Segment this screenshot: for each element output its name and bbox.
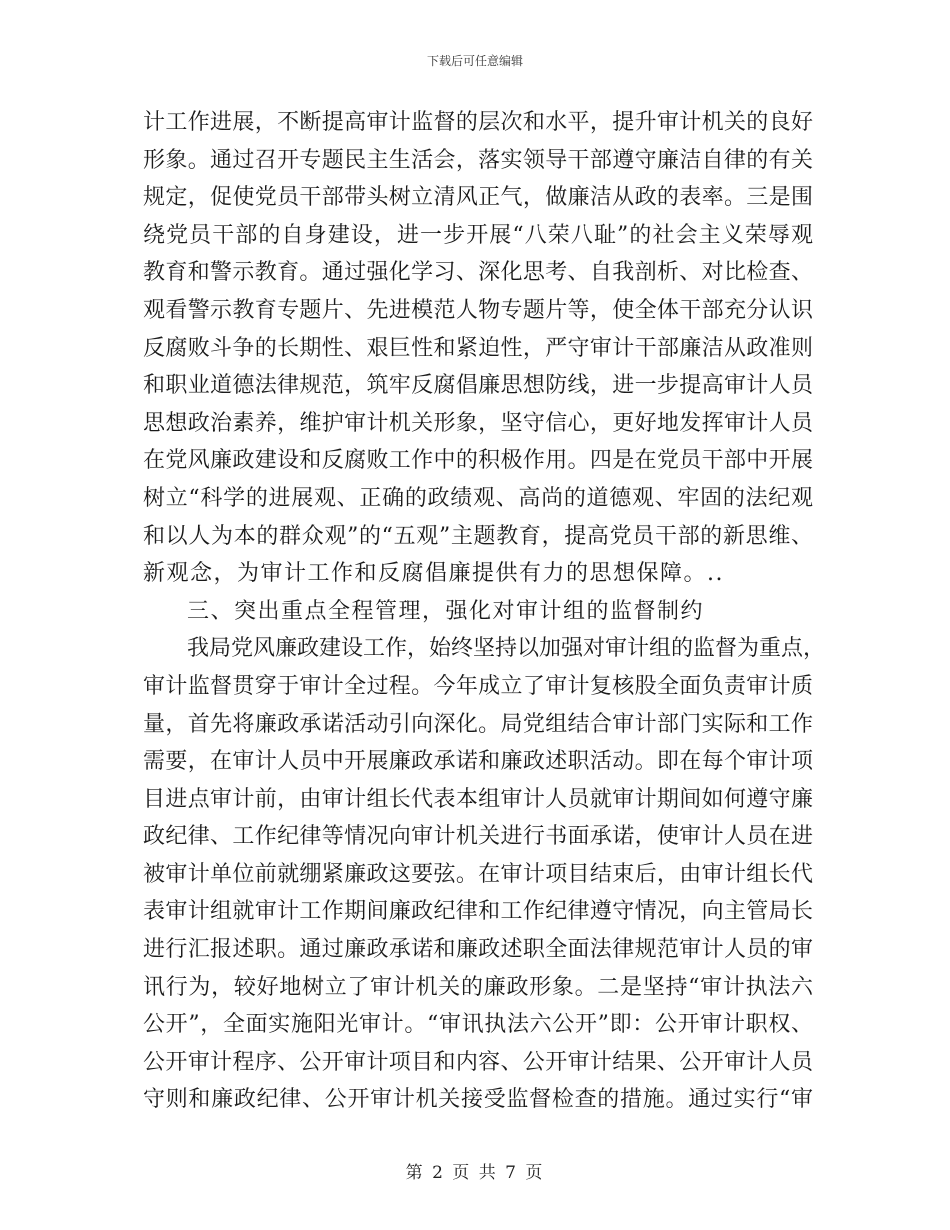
text-line: 规定，促使党员干部带头树立清风正气，做廉洁从政的表率。三是围: [143, 185, 813, 211]
text-line: 形象。通过召开专题民主生活会，落实领导干部遵守廉洁自律的有关: [143, 147, 813, 173]
text-line: 和以人为本的群众观”的“五观”主题教育，提高党员干部的新思维、: [143, 523, 813, 549]
text-line: 被审计单位前就绷紧廉政这要弦。在审计项目结束后，由审计组长代: [143, 861, 813, 887]
text-line: 目进点审计前，由审计组长代表本组审计人员就审计期间如何遵守廉: [143, 786, 813, 812]
text-line: 反腐败斗争的长期性、艰巨性和紧迫性，严守审计干部廉洁从政准则: [143, 335, 813, 361]
document-body: [143, 104, 826, 1119]
text-line: 公开审计程序、公开审计项目和内容、公开审计结果、公开审计人员: [143, 1049, 813, 1075]
header-note: 下载后可任意编辑: [426, 54, 523, 68]
section-heading: 三、突出重点全程管理，强化对审计组的监督制约: [187, 598, 705, 624]
text-line: 计工作进展，不断提高审计监督的层次和水平，提升审计机关的良好: [143, 110, 813, 135]
text-line: 树立“科学的进展观、正确的政绩观、高尚的道德观、牢固的法纪观: [143, 485, 813, 511]
text-line: 需要，在审计人员中开展廉政承诺和廉政述职活动。即在每个审计项: [143, 749, 813, 775]
text-line: 进行汇报述职。通过廉政承诺和廉政述职全面法律规范审计人员的审: [143, 937, 813, 963]
text-line: 和职业道德法律规范，筑牢反腐倡廉思想防线，进一步提高审计人员: [143, 373, 813, 399]
text-line: 思想政治素养，维护审计机关形象，坚守信心，更好地发挥审计人员: [143, 410, 813, 436]
text-line: 讯行为，较好地树立了审计机关的廉政形象。二是坚持“审计执法六: [143, 974, 813, 1000]
text-line: 教育和警示教育。通过强化学习、深化思考、自我剖析、对比检查、: [143, 260, 813, 286]
text-line: 公开”，全面实施阳光审计。“审讯执法六公开”即：公开审计职权、: [143, 1012, 813, 1038]
text-line: 我局党风廉政建设工作，始终坚持以加强对审计组的监督为重点，: [187, 636, 826, 662]
text-line: 新观念，为审计工作和反腐倡廉提供有力的思想保障。..: [143, 561, 724, 587]
text-line: 审计监督贯穿于审计全过程。今年成立了审计复核股全面负责审计质: [143, 673, 813, 699]
text-line: 观看警示教育专题片、先进模范人物专题片等，使全体干部充分认识: [143, 297, 813, 323]
text-line: 在党风廉政建设和反腐败工作中的积极作用。四是在党员干部中开展: [143, 448, 813, 474]
text-line: 政纪律、工作纪律等情况向审计机关进行书面承诺，使审计人员在进: [143, 824, 813, 850]
text-line: 量，首先将廉政承诺活动引向深化。局党组结合审计部门实际和工作: [143, 711, 813, 737]
text-line: 绕党员干部的自身建设，进一步开展“八荣八耻”的社会主义荣辱观: [143, 222, 813, 248]
text-line: 守则和廉政纪律、公开审计机关接受监督检查的措施。通过实行“审: [143, 1087, 813, 1113]
page-number: 第 2 页 共 7 页: [405, 1163, 545, 1183]
text-line: 表审计组就审计工作期间廉政纪律和工作纪律遵守情况，向主管局长: [143, 899, 813, 925]
